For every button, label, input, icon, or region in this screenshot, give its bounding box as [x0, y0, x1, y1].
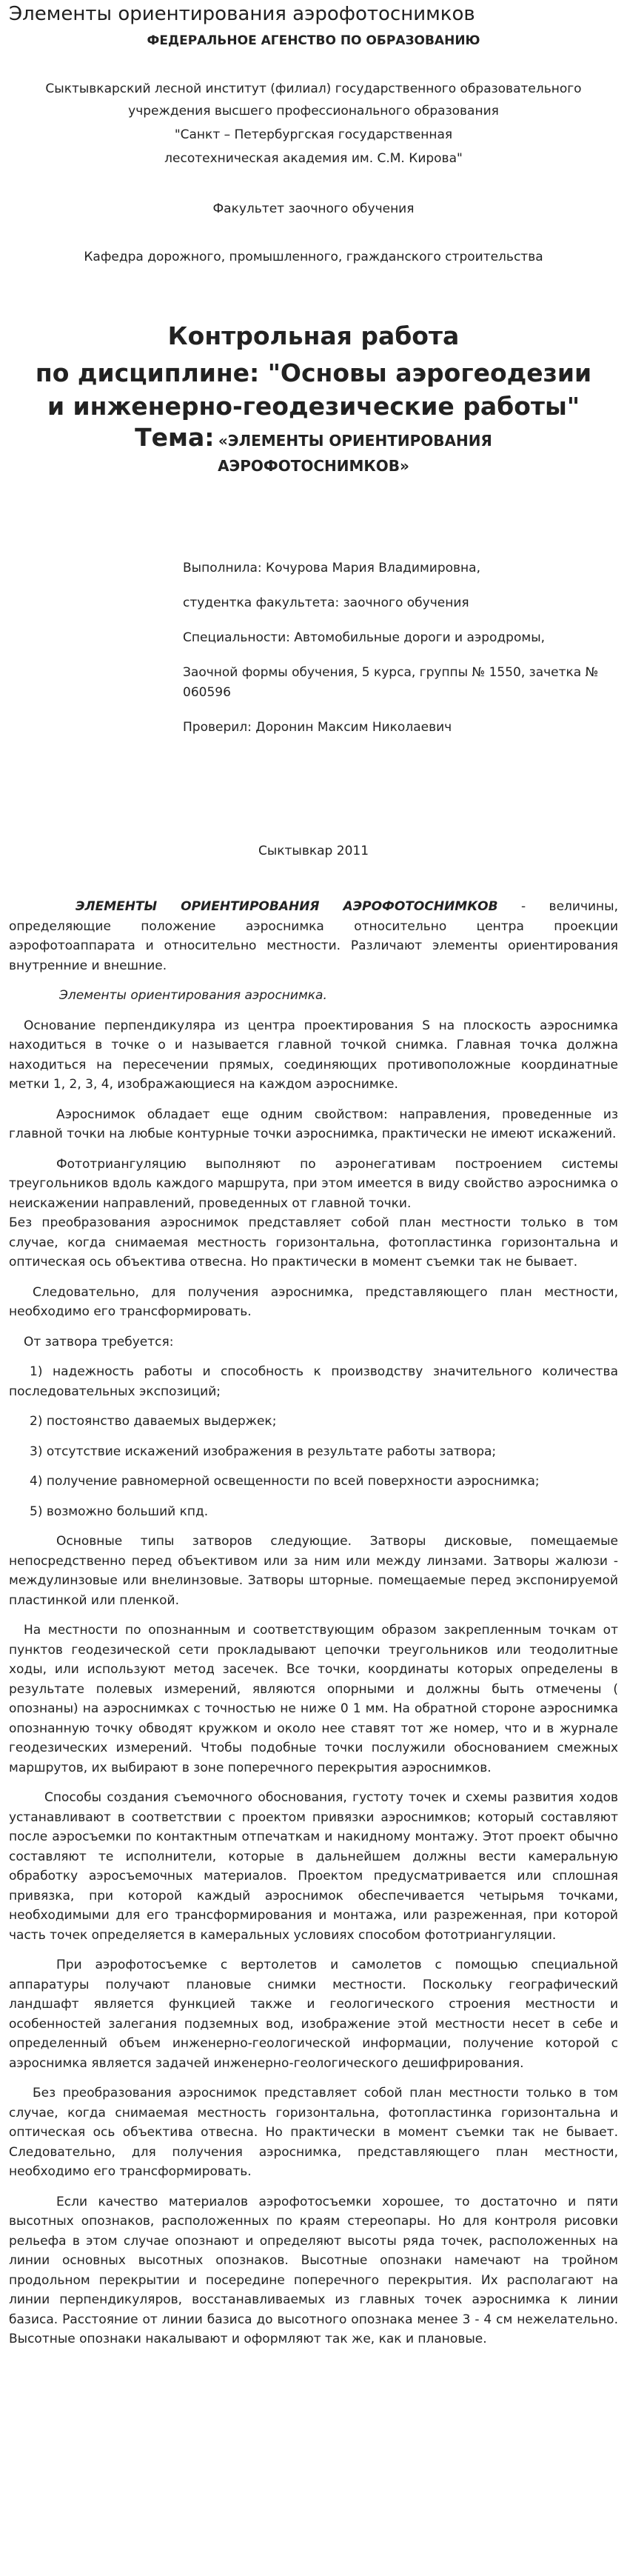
main-content: [9, 897, 618, 2349]
institute-block: [34, 78, 593, 170]
department-name: Кафедра дорожного, промышленного, гражданского строительства: [84, 250, 543, 264]
subheading: Элементы ориентирования аэроснимка.: [59, 988, 327, 1003]
list-item: 2) постоянство даваемых выдержек;: [30, 1414, 277, 1429]
paragraph: От затвора требуется:: [24, 1334, 174, 1349]
specialty: Специальности: Автомобильные дороги и аэродромы,: [183, 630, 546, 645]
list-item: 3) отсутствие искажений изображения в результате работы затвора;: [30, 1444, 497, 1459]
checked-by: Проверил: Доронин Максим Николаевич: [183, 720, 452, 735]
intro-text: - величины, определяющие положение аэроснимка относительно центра проекции аэрофотоаппарата и относительно местности. Различают элементы ориентирования внутренние и внешние.: [9, 899, 618, 973]
paragraph: Аэроснимок обладает еще одним свойством: направления, проведенные из главной точки на любые контурные точки аэроснимка, практически не имеют искажений.: [9, 1107, 618, 1141]
discipline-title: по дисциплине: "Основы аэрогеодезии и инженерно-геодезические работы": [35, 358, 592, 421]
paragraph: Без преобразования аэроснимок представляет собой план местности только в том случае, когда снимаемая местность горизонтальна, фотопластинка горизонтальна и оптическая ось объектива отвесна. Но практически в момент съемки так не бывает.: [9, 1215, 618, 1269]
institute-line: лесотехническая академия им. С.М. Кирова": [164, 151, 463, 166]
intro-paragraph: [9, 897, 618, 975]
paragraph: Основание перпендикуляра из центра проектирования S на плоскость аэроснимка находиться в точке о и называется главной точкой снимка. Главная точка должна находиться на пересечении прямых, соединяющих противоположные координатные метки 1, 2, 3, 4, изображающиеся на каждом аэроснимке.: [9, 1018, 618, 1092]
work-title: Контрольная работа: [167, 321, 460, 350]
paragraph: Без преобразования аэроснимок представляет собой план местности только в том случае, когда снимаемая местность горизонтальна, фотопластинка горизонтальна и оптическая ось объектива отвесна. Но практически в момент съемки так не бывает. Следовательно, для получения аэроснимка, представляющего план местности, необходимо его трансформировать.: [9, 2086, 618, 2179]
theme-block: [9, 423, 618, 478]
intro-lead-term: ЭЛЕМЕНТЫ ОРИЕНТИРОВАНИЯ АЭРОФОТОСНИМКОВ: [76, 899, 498, 914]
list-item: 4) получение равномерной освещенности по всей поверхности аэроснимка;: [30, 1474, 540, 1489]
author-info: [183, 558, 620, 738]
city-year: Сыктывкар 2011: [258, 844, 369, 858]
paragraph: Следовательно, для получения аэроснимка, представляющего план местности, необходимо его трансформировать.: [9, 1284, 618, 1319]
paragraph: Основные типы затворов следующие. Затворы дисковые, помещаемые непосредственно перед объективом или за ним или между линзами. Затворы жалюзи - междулинзовые или внелинзовые. Затворы шторные. помещаемые перед экспонируемой пластинкой или пленкой.: [9, 1534, 618, 1608]
institute-line: Сыктывкарский лесной институт (филиал) государственного образовательного учреждения высшего профессионального образования: [45, 81, 582, 119]
list-item: 1) надежность работы и способность к производству значительного количества последовательных экспозиций;: [9, 1364, 618, 1399]
paragraph: Способы создания съемочного обоснования, густоту точек и схемы развития ходов устанавливают в соответствии с проектом привязки аэроснимков; который составляют после аэросъемки по контактным отпечаткам и накидному монтажу. Этот проект обычно составляют те исполнители, которые в дальнейшем должны вести камеральную обработку аэросъемочных материалов. Проектом предусматривается или сплошная привязка, при которой каждый аэроснимок обеспечивается четырьмя точками, необходимыми для его трансформирования и монтажа, или разреженная, при которой часть точек определяется в камеральных условиях способом фототриангуляции.: [9, 1790, 618, 1943]
paragraph: При аэрофотосъемке с вертолетов и самолетов с помощью специальной аппаратуры получают плановые снимки местности. Поскольку географический ландшафт является функцией также и геологического строения местности и особенностей залегания подземных вод, изображение этой местности несет в себе и определенный объем инженерно-геологической информации, получение которой с аэроснимка является задачей инженерно-геологического дешифрирования.: [9, 1958, 618, 2071]
list-item: 5) возможно больший кпд.: [30, 1504, 209, 1519]
theme-label: Тема:: [135, 423, 215, 452]
agency-heading: ФЕДЕРАЛЬНОЕ АГЕНСТВО ПО ОБРАЗОВАНИЮ: [147, 33, 480, 48]
study-form: Заочной формы обучения, 5 курса, группы № 1550, зачетка № 060596: [183, 665, 599, 700]
faculty-name: Факультет заочного обучения: [212, 201, 415, 216]
student-of: студентка факультета: заочного обучения: [183, 595, 469, 610]
page-title: Элементы ориентирования аэрофотоснимков: [9, 3, 475, 25]
paragraph: Если качество материалов аэрофотосъемки хорошее, то достаточно и пяти высотных опознаков, расположенных по краям стереопары. Но для контроля рисовки рельефа в этом случае опознают и определяют высоты ряда точек, расположенных на линии основных высотных опознаков. Высотные опознаки намечают на тройном продольном перекрытии и посередине поперечного перекрытия. Их располагают на линии перпендикуляров, восстанавливаемых из главных точек аэроснимка к линии базиса. Расстояние от линии базиса до высотного опознака менее 3 - 4 см нежелательно. Высотные опознаки накалывают и оформляют так же, как и плановые.: [9, 2194, 618, 2346]
paragraph: Фототриангуляцию выполняют по аэронегативам построением системы треугольников вдоль каждого маршрута, при этом имеется в виду свойство аэроснимка о неискажении направлений, проведенных от главной точки.: [9, 1156, 618, 1211]
performed-by: Выполнила: Кочурова Мария Владимировна,: [183, 561, 480, 575]
institute-line: "Санкт – Петербургская государственная: [174, 127, 453, 142]
theme-text: «ЭЛЕМЕНТЫ ОРИЕНТИРОВАНИЯ АЭРОФОТОСНИМКОВ»: [218, 432, 492, 475]
paragraph: На местности по опознанным и соответствующим образом закрепленным точкам от пунктов геодезической сети прокладывают цепочки треугольников или теодолитные ходы, или используют метод засечек. Все точки, координаты которых определены в результате полевых измерений, являются опорными и должны быть отмечены ( опознаны) на аэроснимках с точностью не ниже 0 1 мм. На обратной стороне аэроснимка опознанную точку обводят кружком и около нее ставят тот же номер, что и в журнале геодезических измерений. Чтобы подобные точки послужили обоснованием смежных маршрутов, их выбирают в зоне поперечного перекрытия аэроснимков.: [9, 1623, 618, 1775]
